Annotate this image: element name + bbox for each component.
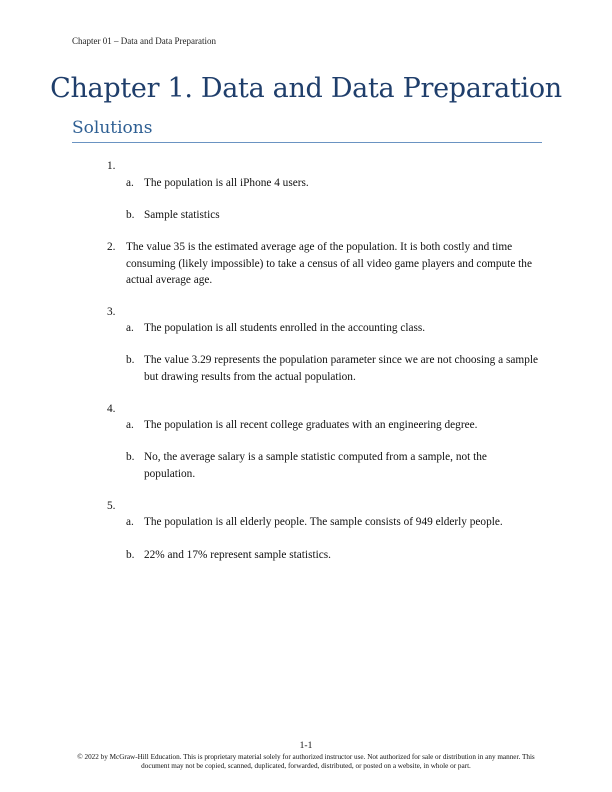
sub-item-text: The population is all iPhone 4 users. bbox=[144, 177, 309, 189]
page-number: 1-1 bbox=[299, 741, 313, 751]
sub-item-letter: a. bbox=[126, 177, 134, 189]
sub-item-letter: a. bbox=[126, 322, 134, 334]
sub-item-text: The population is all elderly people. The sample consists of 949 elderly people. bbox=[144, 516, 503, 528]
sub-item-letter: b. bbox=[126, 451, 135, 463]
item-text: The value 35 is the estimated average age of the population. It is both costly and time consuming (likely impossible) to take a census of all video game players and compute the actual average age. bbox=[126, 241, 532, 287]
heading-underline bbox=[72, 142, 542, 143]
sub-item-text: 22% and 17% represent sample statistics. bbox=[144, 549, 331, 561]
page-title: Chapter 1. Data and Data Preparation bbox=[50, 73, 562, 104]
running-header: Chapter 01 – Data and Data Preparation bbox=[72, 36, 216, 46]
sub-item-text: No, the average salary is a sample statistic computed from a sample, not the population. bbox=[144, 451, 487, 480]
sub-item-letter: b. bbox=[126, 209, 135, 221]
sub-item-letter: a. bbox=[126, 419, 134, 431]
section-heading: Solutions bbox=[72, 118, 153, 138]
sub-item-text: The value 3.29 represents the population parameter since we are not choosing a sample but drawing results from the actual population. bbox=[144, 354, 538, 383]
copyright-notice: © 2022 by McGraw-Hill Education. This is proprietary material solely for authorized instructor use. Not authorized for sale or distribution in any manner. This document may not be copied, scanned, duplicated, forwarded, distributed, or posted on a website, in whole or part. bbox=[77, 753, 535, 770]
sub-item-text: The population is all recent college graduates with an engineering degree. bbox=[144, 419, 478, 431]
item-number: 3. bbox=[107, 306, 116, 318]
item-number: 4. bbox=[107, 403, 116, 415]
sub-item-letter: b. bbox=[126, 549, 135, 561]
sub-item-text: The population is all students enrolled in the accounting class. bbox=[144, 322, 426, 334]
item-number: 1. bbox=[107, 160, 116, 172]
item-number: 5. bbox=[107, 500, 116, 512]
sub-item-letter: b. bbox=[126, 354, 135, 366]
sub-item-text: Sample statistics bbox=[144, 209, 220, 221]
item-number: 2. bbox=[107, 241, 116, 253]
sub-item-letter: a. bbox=[126, 516, 134, 528]
